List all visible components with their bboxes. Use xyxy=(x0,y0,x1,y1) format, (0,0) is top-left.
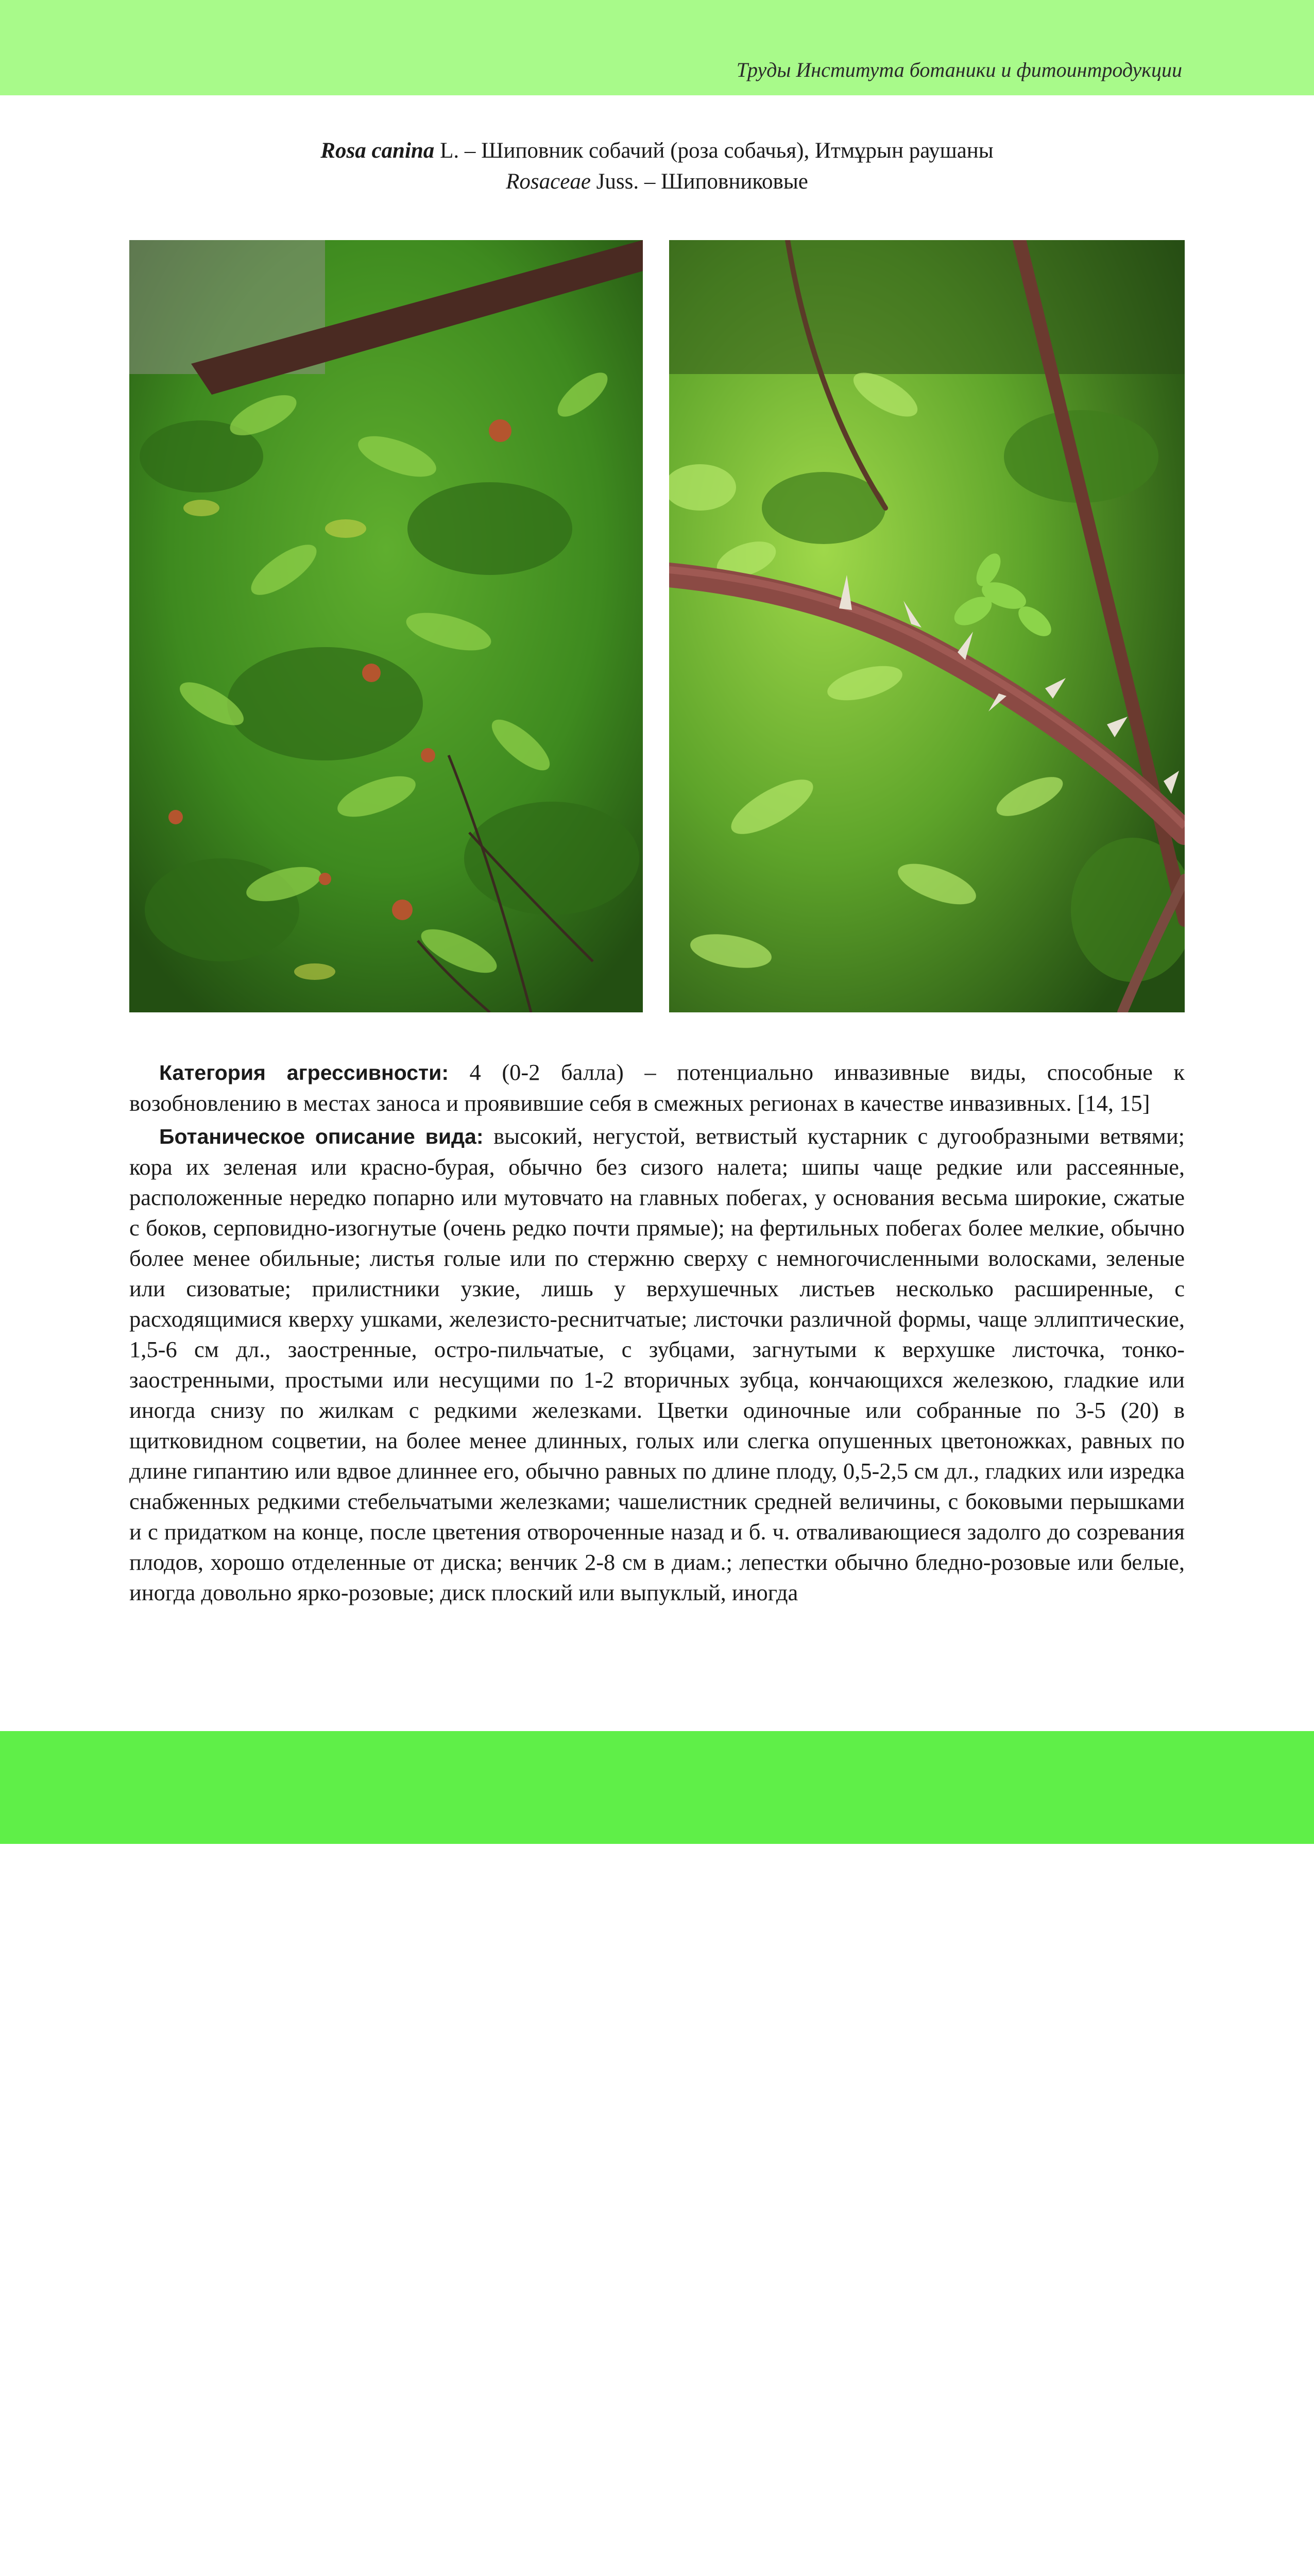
description-label: Ботаническое описание вида: xyxy=(159,1125,484,1148)
species-title-line: Rosa canina L. – Шиповник собачий (роза собачья), Итмұрын раушаны xyxy=(320,139,994,163)
species-common-names: Шиповник собачий (роза собачья), Итмұрын раушаны xyxy=(481,139,994,163)
family-authority: Juss. xyxy=(596,170,639,194)
description-paragraph xyxy=(129,1121,1185,1608)
header-band xyxy=(0,0,1314,95)
thorny-branch-image xyxy=(669,240,1185,1012)
body-text xyxy=(129,1057,1185,1611)
aggressiveness-label: Категория агрессивности: xyxy=(159,1061,449,1084)
family-common-name: Шиповниковые xyxy=(661,170,808,194)
photo-thorny-branch xyxy=(669,240,1185,1012)
photo-rose-bush xyxy=(129,240,643,1012)
rose-bush-image xyxy=(129,240,643,1012)
species-authority: L. xyxy=(440,139,459,163)
aggressiveness-text: 4 (0-2 балла) – потенциально инвазивные виды, способные к возобновлению в местах заноса и проявившие себя в смежных регионах в качестве инвазивных. [14, 15] xyxy=(129,1059,1185,1116)
aggressiveness-paragraph xyxy=(129,1057,1185,1118)
footer-band xyxy=(0,1731,1314,1844)
species-heading xyxy=(0,135,1314,197)
family-line: Rosaceae Juss. – Шиповниковые xyxy=(506,170,808,194)
family-latin-name: Rosaceae xyxy=(506,170,591,194)
species-latin-name: Rosa canina xyxy=(320,139,435,163)
journal-title: Труды Института ботаники и фитоинтродукции xyxy=(736,58,1182,81)
description-text: высокий, негустой, ветвистый кустарник с дугообразными ветвями; кора их зеленая или красно-бурая, обычно без сизого налета; шипы чаще редкие или рассеянные, расположенные нередко попарно или мутовчато на главных побегах, у основания весьма широкие, сжатые с боков, серповидно-изогнутые (очень редко почти прямые); на фертильных побегах более мелкие, обычно более менее обильные; листья голые или по стержню сверху с немногочисленными волосками, зеленые или сизоватые; прилистники узкие, лишь у верхушечных листьев несколько расширенные, с расходящимися кверху ушками, железисто-реснитчатые; листочки различной формы, чаще эллиптические, 1,5-6 см дл., заостренные, остро-пильчатые, с зубцами, загнутыми к верхушке листочка, тонко-заостренными, простыми или несущими по 1-2 вторичных зубца, кончающихся железкою, гладкие или иногда снизу по жилкам с редкими железками. Цветки одиночные или собранные по 3-5 (20) в щитковидном соцветии, на более менее длинных, голых или слегка опушенных цветоножках, равных по длине гипантию или вдвое длиннее его, обычно равных по длине плоду, 0,5-2,5 см дл., гладких или изредка снабженных редкими стебельчатыми железками; чашелистник средней величины, с боковыми перышками и с придатком на конце, после цветения отвороченные назад и б. ч. отваливающиеся задолго до созревания плодов, хорошо отделенные от диска; венчик 2-8 см в диам.; лепестки обычно бледно-розовые или белые, иногда довольно ярко-розовые; диск плоский или выпуклый, иногда xyxy=(129,1123,1185,1605)
